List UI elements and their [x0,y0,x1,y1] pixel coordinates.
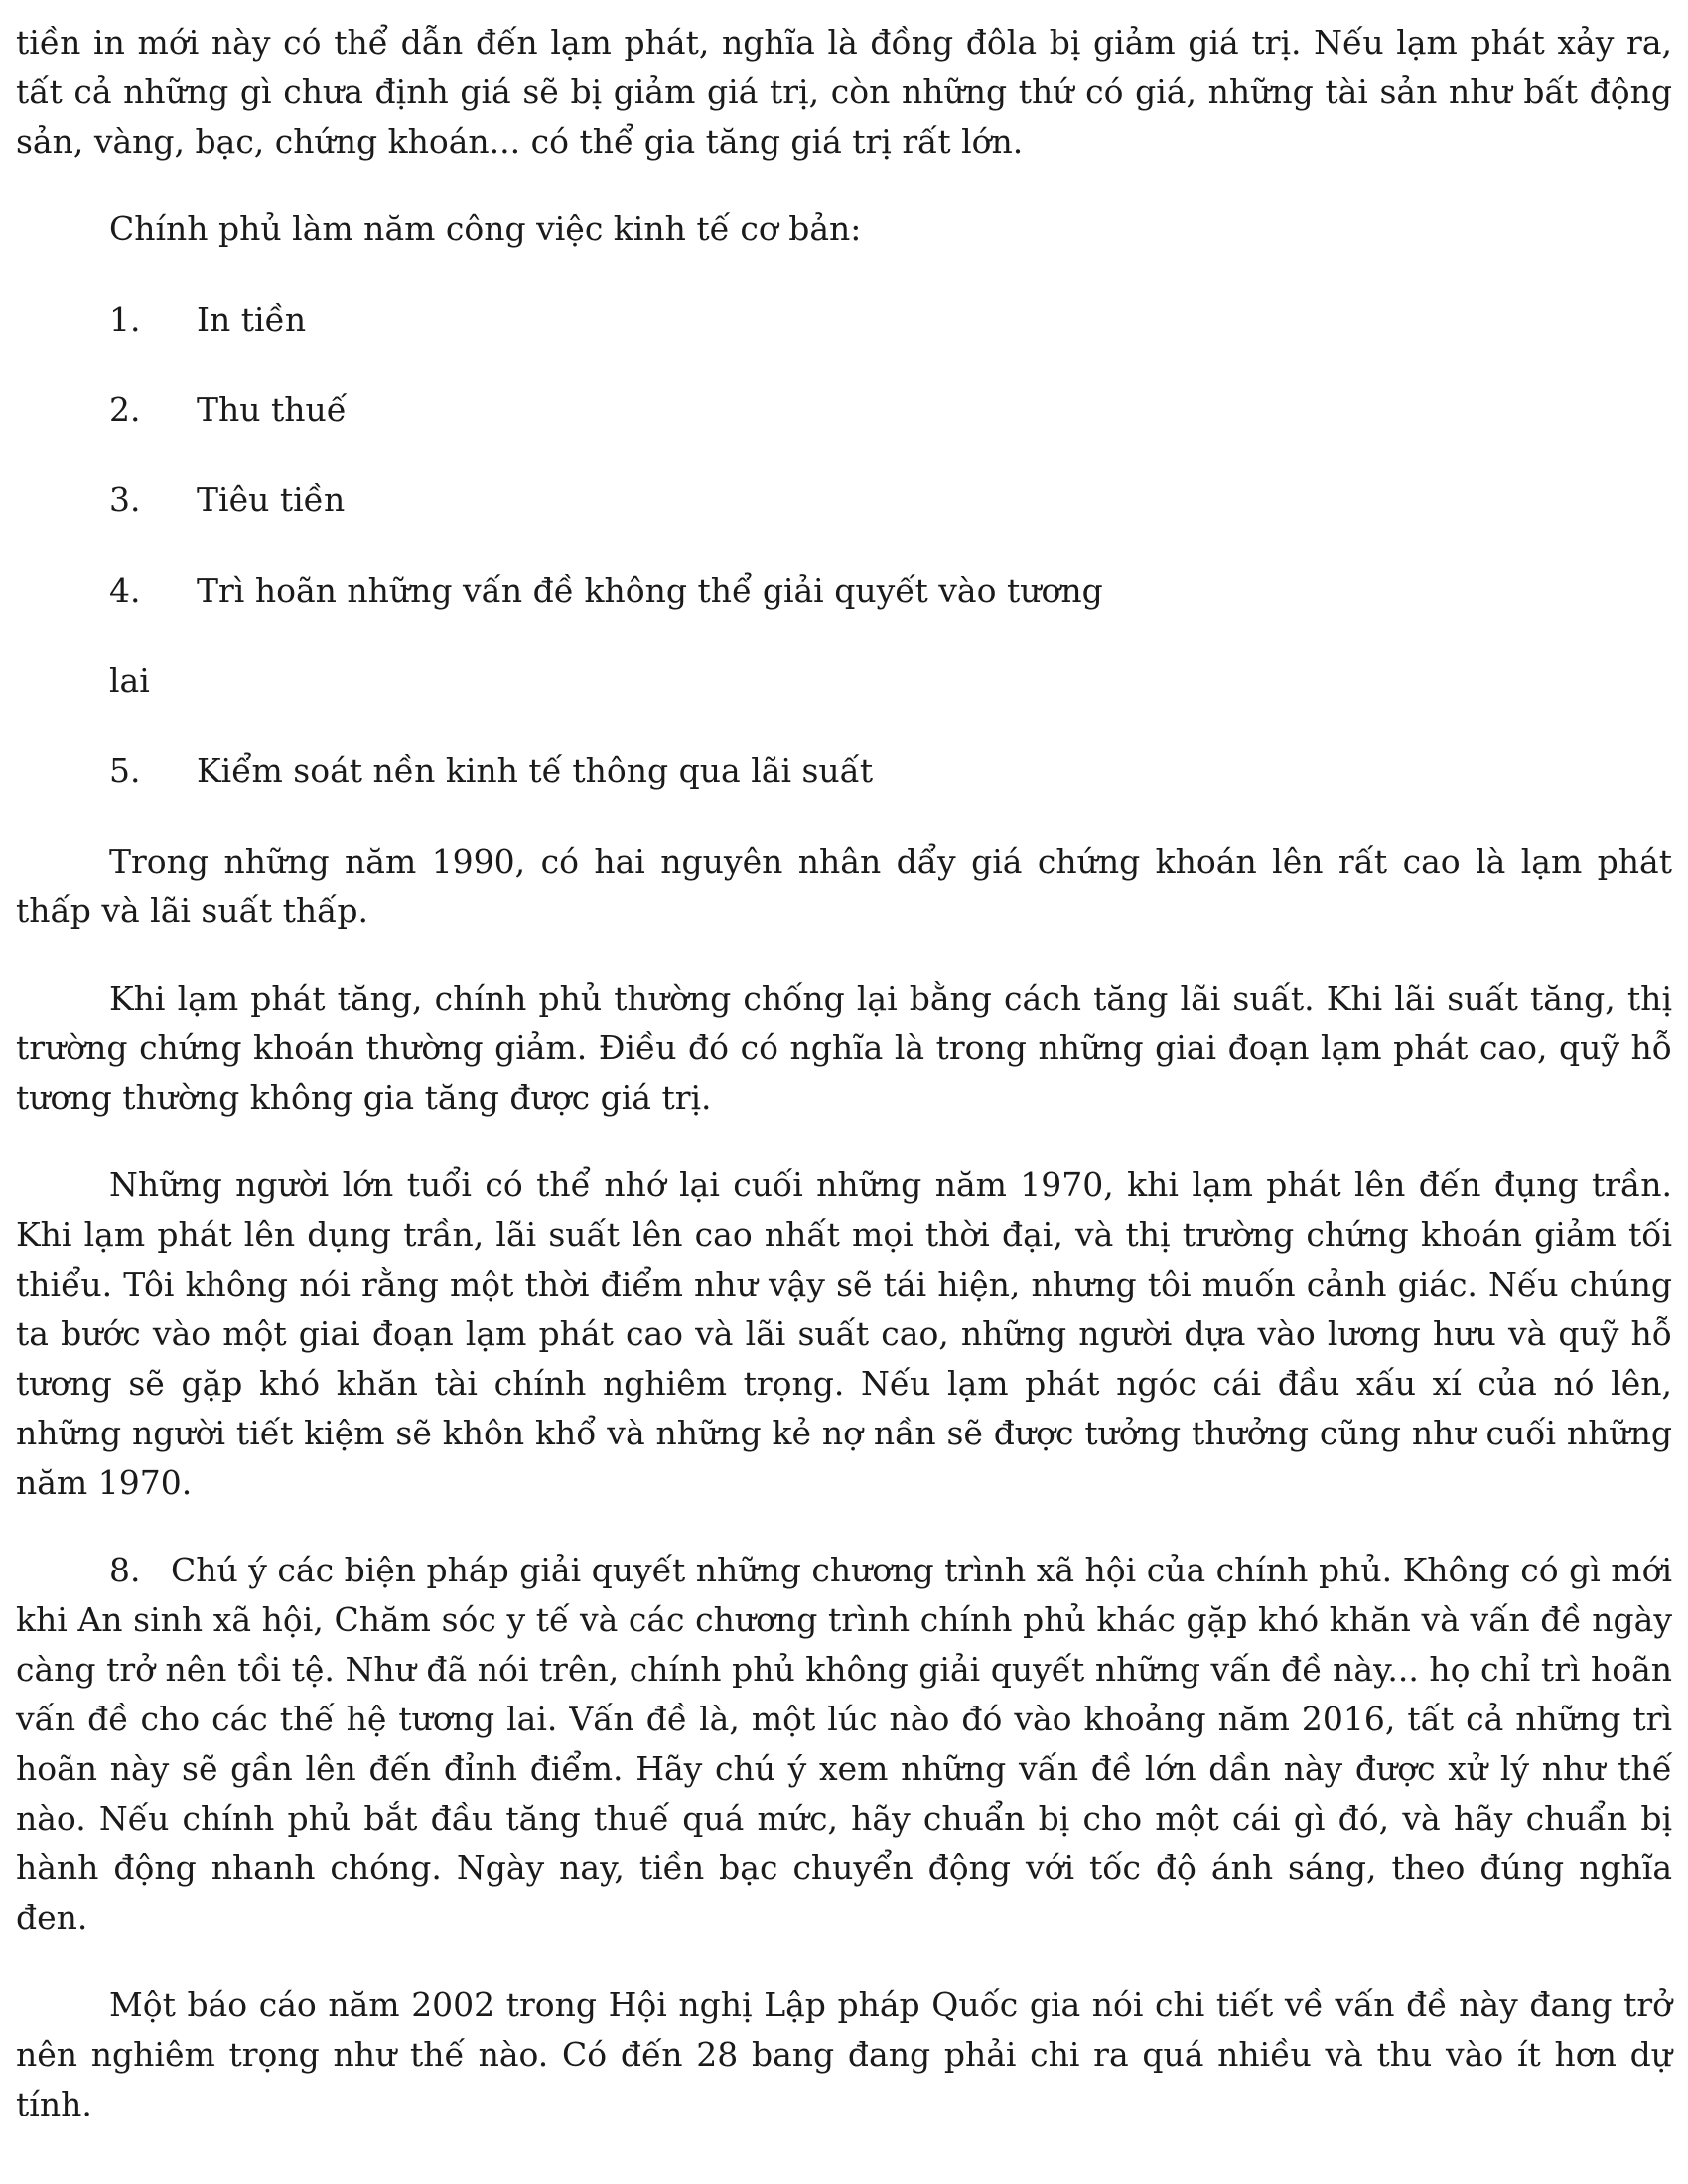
list-item-text: Trì hoãn những vấn đề không thể giải quyết vào tương [197,571,1103,610]
paragraph-item-8 [16,1546,1672,1943]
list-item-number: 1. [109,300,141,339]
list-item-number: 3. [109,480,141,519]
list-item [16,747,1672,796]
paragraph-1970s: Những người lớn tuổi có thể nhớ lại cuối những năm 1970, khi lạm phát lên đến đụng trần. Khi lạm phát lên dụng trần, lãi suất lên cao nhất mọi thời đại, và thị trường chứng khoán giảm tối thiểu. Tôi không nói rằng một thời điểm như vậy sẽ tái hiện, nhưng tôi muốn cảnh giác. Nếu chúng ta bước vào một giai đoạn lạm phát cao và lãi suất cao, những người dựa vào lương hưu và quỹ hỗ tương sẽ gặp khó khăn tài chính nghiêm trọng. Nếu lạm phát ngóc cái đầu xấu xí của nó lên, những người tiết kiệm sẽ khôn khổ và những kẻ nợ nần sẽ được tưởng thưởng cũng như cuối những năm 1970. [16,1165,1672,1502]
paragraph-intro: tiền in mới này có thể dẫn đến lạm phát, nghĩa là đồng đôla bị giảm giá trị. Nếu lạm phát xảy ra, tất cả những gì chưa định giá sẽ bị giảm giá trị, còn những thứ có giá, những tài sản như bất động sản, vàng, bạc, chứng khoán... có thể gia tăng giá trị rất lớn. [16,23,1672,161]
list-item [16,476,1672,525]
document-page [16,18,1672,2129]
list-item-number: 5. [109,751,141,790]
paragraph-government-tasks: Chính phủ làm năm công việc kinh tế cơ bản: [109,209,862,248]
list-item-text: Kiểm soát nền kinh tế thông qua lãi suất [197,751,874,790]
paragraph-number: 8. [109,1551,141,1589]
paragraph-2002-report: Một báo cáo năm 2002 trong Hội nghị Lập pháp Quốc gia nói chi tiết về vấn đề này đang trở nên nghiêm trọng như thế nào. Có đến 28 bang đang phải chi ra quá nhiều và thu vào ít hơn dự tính. [16,1985,1672,2123]
paragraph-1990s: Trong những năm 1990, có hai nguyên nhân dẩy giá chứng khoán lên rất cao là lạm phát thấp và lãi suất thấp. [16,842,1672,930]
numbered-list [16,295,1672,796]
paragraph-item-8-text: Chú ý các biện pháp giải quyết những chương trình xã hội của chính phủ. Không có gì mới khi An sinh xã hội, Chăm sóc y tế và các chương trình chính phủ khác gặp khó khăn và vấn đề ngày càng trở nên tồi tệ. Như đã nói trên, chính phủ không giải quyết những vấn đề này... họ chỉ trì hoãn vấn đề cho các thế hệ tương lai. Vấn đề là, một lúc nào đó vào khoảng năm 2016, tất cả những trì hoãn này sẽ gần lên đến đỉnh điểm. Hãy chú ý xem những vấn đề lớn dần này được xử lý như thế nào. Nếu chính phủ bắt đầu tăng thuế quá mức, hãy chuẩn bị cho một cái gì đó, và hãy chuẩn bị hành động nhanh chóng. Ngày nay, tiền bạc chuyển động với tốc độ ánh sáng, theo đúng nghĩa đen. [16,1551,1672,1937]
list-item-number: 2. [109,390,141,429]
list-item-continuation: lai [109,661,150,700]
list-item-number: 4. [109,571,141,610]
list-item-text: In tiền [197,300,307,339]
list-item [16,566,1672,615]
list-item [16,385,1672,435]
list-item [16,295,1672,344]
list-item-text: Thu thuế [197,390,348,429]
paragraph-inflation: Khi lạm phát tăng, chính phủ thường chống lại bằng cách tăng lãi suất. Khi lãi suất tăng, thị trường chứng khoán thường giảm. Điều đó có nghĩa là trong những giai đoạn lạm phát cao, quỹ hỗ tương thường không gia tăng được giá trị. [16,979,1672,1117]
list-item-text: Tiêu tiền [197,480,346,519]
